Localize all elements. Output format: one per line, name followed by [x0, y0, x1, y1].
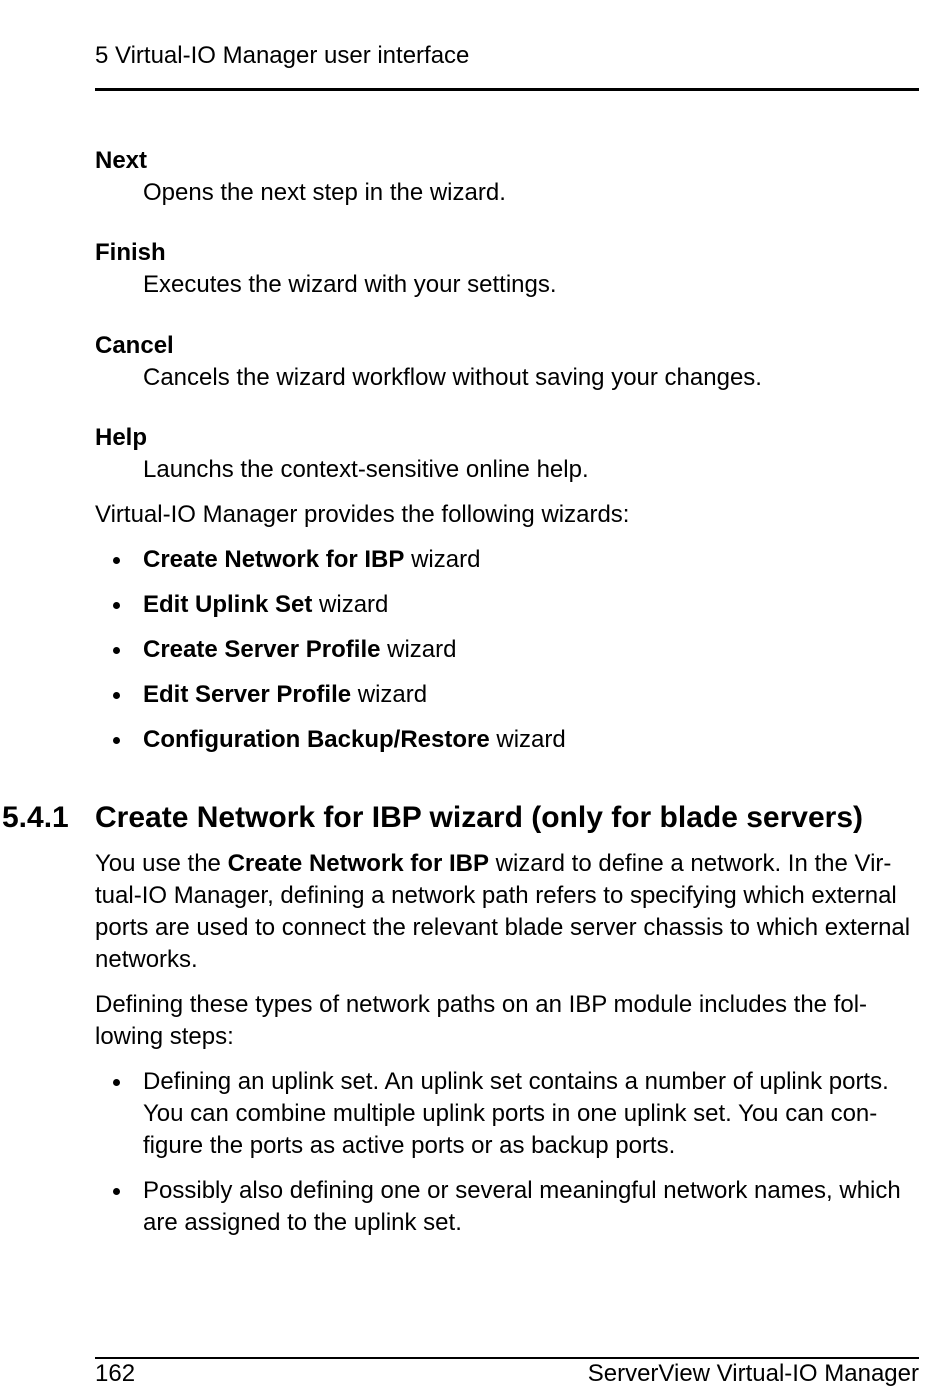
wizard-suffix: wizard [312, 591, 389, 618]
section-paragraph-1-line-3: ports are used to connect the relevant blade server chassis to which external [95, 914, 911, 941]
wizards-intro: Virtual-IO Manager provides the following wizards: [95, 501, 630, 528]
bullet-icon [113, 557, 120, 564]
bullet-icon [113, 737, 120, 744]
list-item [143, 544, 919, 576]
header-divider [95, 88, 919, 91]
step-text: Possibly also defining one or several meaningful network names, which [143, 1177, 901, 1204]
section-paragraph-1-line-4: networks. [95, 946, 198, 973]
wizard-suffix: wizard [404, 546, 481, 573]
step-continuation: are assigned to the uplink set. [143, 1209, 462, 1236]
para-text: You use the [95, 850, 228, 877]
list-item [143, 634, 919, 666]
wizard-suffix: wizard [380, 636, 457, 663]
step-continuation: figure the ports as active ports or as backup ports. [143, 1132, 676, 1159]
section-paragraph-1-line-1 [95, 848, 919, 880]
bullet-icon [113, 602, 120, 609]
section-paragraph-1-line-2: tual-IO Manager, defining a network path refers to specifying which external [95, 882, 897, 909]
step-text: Defining an uplink set. An uplink set contains a number of uplink ports. [143, 1068, 889, 1095]
wizard-suffix: wizard [489, 726, 566, 753]
term-finish: Finish [95, 239, 166, 266]
wizard-suffix: wizard [351, 681, 428, 708]
wizard-name: Edit Server Profile [143, 681, 352, 708]
wizard-name: Edit Uplink Set [143, 591, 313, 618]
term-next: Next [95, 147, 148, 174]
wizard-name: Create Server Profile [143, 636, 381, 663]
list-item [143, 1066, 919, 1098]
para-bold-text: Create Network for IBP [227, 850, 489, 877]
bullet-icon [113, 692, 120, 699]
definition-finish: Executes the wizard with your settings. [143, 271, 557, 298]
wizard-name: Create Network for IBP [143, 546, 405, 573]
bullet-icon [113, 1079, 120, 1086]
term-cancel: Cancel [95, 332, 174, 359]
section-paragraph-2-line-2: lowing steps: [95, 1023, 234, 1050]
para-text: wizard to define a network. In the Vir- [488, 850, 892, 877]
list-item [143, 589, 919, 621]
step-continuation: You can combine multiple uplink ports in one uplink set. You can con- [143, 1100, 878, 1127]
list-item [143, 724, 919, 756]
list-item [143, 1175, 919, 1207]
page-number: 162 [95, 1360, 136, 1387]
section-number: 5.4.1 [2, 801, 69, 834]
section-paragraph-2-line-1: Defining these types of network paths on an IBP module includes the fol- [95, 991, 868, 1018]
definition-next: Opens the next step in the wizard. [143, 179, 506, 206]
bullet-icon [113, 647, 120, 654]
list-item [143, 679, 919, 711]
wizard-name: Configuration Backup/Restore [143, 726, 490, 753]
definition-help: Launchs the context-sensitive online help. [143, 456, 589, 483]
running-header: 5 Virtual-IO Manager user interface [95, 42, 470, 69]
section-title: Create Network for IBP wizard (only for blade servers) [95, 801, 864, 834]
bullet-icon [113, 1188, 120, 1195]
definition-cancel: Cancels the wizard workflow without saving your changes. [143, 364, 762, 391]
term-help: Help [95, 424, 148, 451]
footer-product-name: ServerView Virtual-IO Manager [587, 1360, 919, 1387]
